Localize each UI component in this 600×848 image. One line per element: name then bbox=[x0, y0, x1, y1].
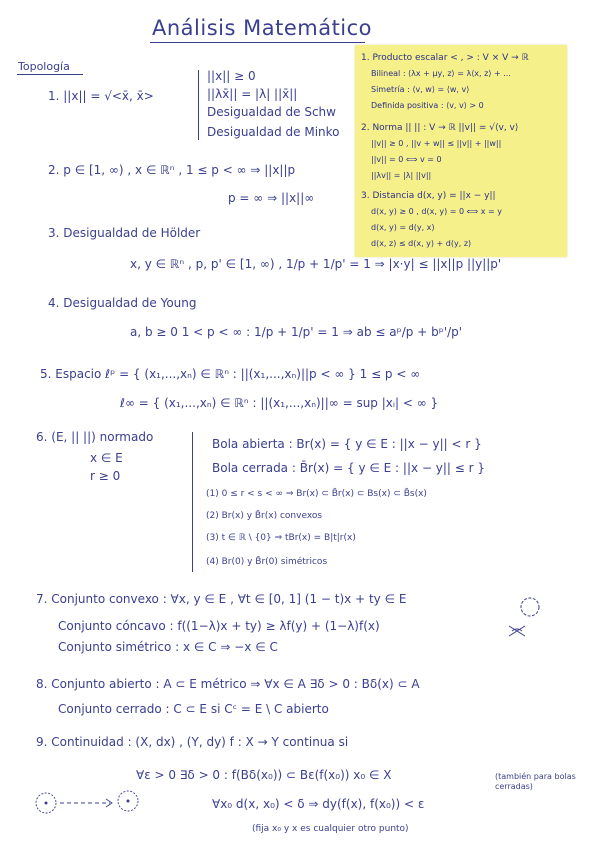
young-formula: a, b ≥ 0 1 < p < ∞ : 1/p + 1/p' = 1 ⇒ ab ≤ aᵖ/p + bᵖ'/p' bbox=[130, 325, 463, 339]
sticky-norm-item: ||v|| = 0 ⟺ v = 0 bbox=[371, 155, 442, 164]
sticky-norm-item: ||λv|| = |λ| ||v|| bbox=[371, 171, 432, 180]
sticky-inner-product-item: Simetría : ⟨v, w⟩ = ⟨w, v⟩ bbox=[371, 85, 470, 94]
normed-space-x: x ∈ E bbox=[90, 451, 123, 465]
section-heading: Topología bbox=[18, 60, 70, 73]
continuity-epsilon-delta: ∀ε > 0 ∃δ > 0 : f(Bδ(x₀)) ⊂ Bε(f(x₀)) x₀ ∈ X bbox=[136, 768, 392, 782]
page-title: Análisis Matemático bbox=[152, 16, 373, 40]
convex-set-line: 7. Conjunto convexo : ∀x, y ∈ E , ∀t ∈ [0, 1] (1 − t)x + ty ∈ E bbox=[36, 592, 407, 606]
ball-item: Bola abierta : Br(x) = { y ∈ E : ||x − y|| < r } bbox=[212, 437, 482, 451]
sticky-norm-item: ||v|| ≥ 0 , ||v + w|| ≤ ||v|| + ||w|| bbox=[371, 139, 502, 148]
lp-space-line: 5. Espacio ℓᵖ = { (x₁,...,xₙ) ∈ ℝⁿ : ||(x₁,...,xₙ)||p < ∞ } 1 ≤ p < ∞ bbox=[40, 367, 421, 381]
sticky-note bbox=[355, 45, 567, 257]
concave-set-line: Conjunto cóncavo : f((1−λ)x + ty) ≥ λf(y) + (1−λ)f(x) bbox=[58, 619, 380, 633]
normed-space-heading: 6. (E, || ||) normado bbox=[36, 430, 154, 444]
norm-props-brace bbox=[198, 70, 199, 140]
sticky-distance-heading: 3. Distancia d(x, y) = ||x − y|| bbox=[361, 191, 496, 201]
open-set-line: 8. Conjunto abierto : A ⊂ E métrico ⇒ ∀x ∈ A ∃δ > 0 : Bδ(x) ⊂ A bbox=[36, 677, 420, 691]
inf-norm-line: p = ∞ ⇒ ||x||∞ bbox=[228, 191, 315, 205]
ball-item: (3) t ∈ ℝ \ {0} ⇒ tBr(x) = B|t|r(x) bbox=[206, 533, 356, 543]
sticky-distance-item: d(x, z) ≤ d(x, y) + d(y, z) bbox=[371, 239, 472, 248]
norm-prop: Desigualdad de Schw bbox=[207, 105, 336, 119]
norm-prop: Desigualdad de Minko bbox=[207, 125, 340, 139]
norm-prop: ||x|| ≥ 0 bbox=[207, 69, 256, 83]
ball-item: (4) Br(0) y B̄r(0) simétricos bbox=[206, 557, 328, 567]
convex-circle-doodle bbox=[519, 596, 541, 618]
ball-item: (2) Br(x) y B̄r(x) convexos bbox=[206, 511, 323, 521]
continuity-remark: (fija x₀ y x es cualquier otro punto) bbox=[252, 824, 409, 834]
continuity-note: (también para bolas cerradas) bbox=[495, 772, 576, 791]
title-underline bbox=[150, 42, 365, 43]
holder-formula: x, y ∈ ℝⁿ , p, p' ∈ [1, ∞) , 1/p + 1/p' = 1 ⇒ |x·y| ≤ ||x||p ||y||p' bbox=[130, 257, 502, 271]
linf-space-line: ℓ∞ = { (x₁,...,xₙ) ∈ ℝⁿ : ||(x₁,...,xₙ)||∞ = sup |xᵢ| < ∞ } bbox=[120, 396, 439, 410]
symmetric-set-line: Conjunto simétrico : x ∈ C ⇒ −x ∈ C bbox=[58, 640, 278, 654]
section-heading-underline bbox=[17, 74, 83, 75]
norm-definition: 1. ||x|| = √<x̄, x̄> bbox=[48, 89, 154, 103]
p-norm-line: 2. p ∈ [1, ∞) , x ∈ ℝⁿ , 1 ≤ p < ∞ ⇒ ||x||p bbox=[48, 163, 296, 177]
ball-sketch-doodle bbox=[30, 785, 140, 825]
holder-heading: 3. Desigualdad de Hölder bbox=[48, 226, 201, 240]
norm-prop: ||λx̄|| = |λ| ||x̄|| bbox=[207, 87, 298, 101]
ball-item: (1) 0 ≤ r < s < ∞ ⇒ Br(x) ⊂ B̄r(x) ⊂ Bs(x) ⊂ B̄s(x) bbox=[206, 489, 427, 499]
ball-item: Bola cerrada : B̄r(x) = { y ∈ E : ||x − y|| ≤ r } bbox=[212, 461, 486, 475]
concave-shape-doodle bbox=[507, 624, 527, 638]
continuity-distance: ∀x₀ d(x, x₀) < δ ⇒ dy(f(x), f(x₀)) < ε bbox=[212, 797, 425, 811]
balls-brace bbox=[192, 432, 193, 572]
sticky-norm-heading: 2. Norma || || : V → ℝ ||v|| = √⟨v, v⟩ bbox=[361, 123, 519, 133]
sticky-inner-product-heading: 1. Producto escalar < , > : V × V → ℝ bbox=[361, 53, 529, 63]
sticky-inner-product-item: Bilineal : ⟨λx + μy, z⟩ = λ⟨x, z⟩ + ... bbox=[371, 69, 511, 78]
closed-set-line: Conjunto cerrado : C ⊂ E si Cᶜ = E \ C abierto bbox=[58, 702, 329, 716]
sticky-inner-product-item: Definida positiva : ⟨v, v⟩ > 0 bbox=[371, 101, 484, 110]
young-heading: 4. Desigualdad de Young bbox=[48, 296, 197, 310]
normed-space-r: r ≥ 0 bbox=[90, 469, 121, 483]
sticky-distance-item: d(x, y) ≥ 0 , d(x, y) = 0 ⟺ x = y bbox=[371, 207, 502, 216]
sticky-distance-item: d(x, y) = d(y, x) bbox=[371, 223, 435, 232]
continuity-line: 9. Continuidad : (X, dx) , (Y, dy) f : X → Y continua si bbox=[36, 735, 349, 749]
